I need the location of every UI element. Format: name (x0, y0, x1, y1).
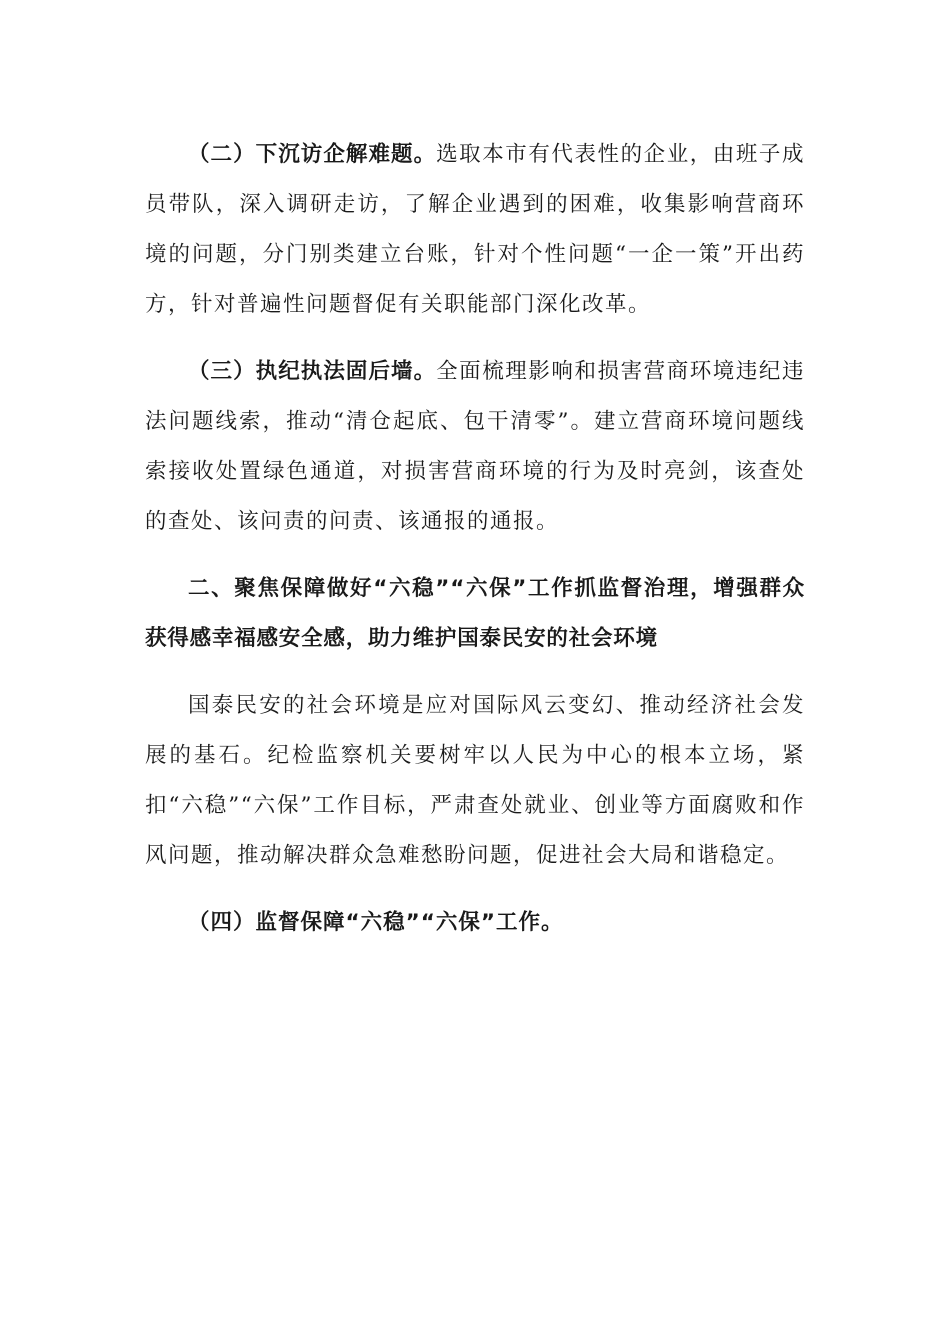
paragraph-social-environment: 国泰民安的社会环境是应对国际风云变幻、推动经济社会发展的基石。纪检监察机关要树牢以人民为中心的根本立场，紧扣“六稳”“六保”工作目标，严肃查处就业、创业等方面腐败和作风问题，推动解决群众急难愁盼问题，促进社会大局和谐稳定。 (145, 693, 805, 868)
section-heading-two: 二、聚焦保障做好“六稳”“六保”工作抓监督治理，增强群众获得感幸福感安全感，助力维护国泰民安的社会环境 (145, 576, 805, 651)
paragraph-visit-enterprises (145, 130, 805, 330)
paragraph-supervision-guarantee (145, 898, 805, 948)
subheading-discipline-enforcement: （三）执纪执法固后墙。 (188, 359, 437, 384)
subheading-supervision-guarantee: （四）监督保障“六稳”“六保”工作。 (188, 910, 564, 935)
paragraph-discipline-enforcement (145, 347, 805, 547)
paragraph-text: 全面梳理影响和损害营商环境违纪违法问题线索，推动“清仓起底、包干清零”。建立营商环境问题线索接收处置绿色通道，对损害营商环境的行为及时亮剑，该查处的查处、该问责的问责、该通报的通报。 (145, 359, 805, 534)
subheading-visit-enterprises: （二）下沉访企解难题。 (188, 142, 437, 167)
document-body (145, 130, 805, 948)
paragraph-text: 选取本市有代表性的企业，由班子成员带队，深入调研走访，了解企业遇到的困难，收集影响营商环境的问题，分门别类建立台账，针对个性问题“一企一策”开出药方，针对普遍性问题督促有关职能部门深化改革。 (145, 142, 805, 317)
